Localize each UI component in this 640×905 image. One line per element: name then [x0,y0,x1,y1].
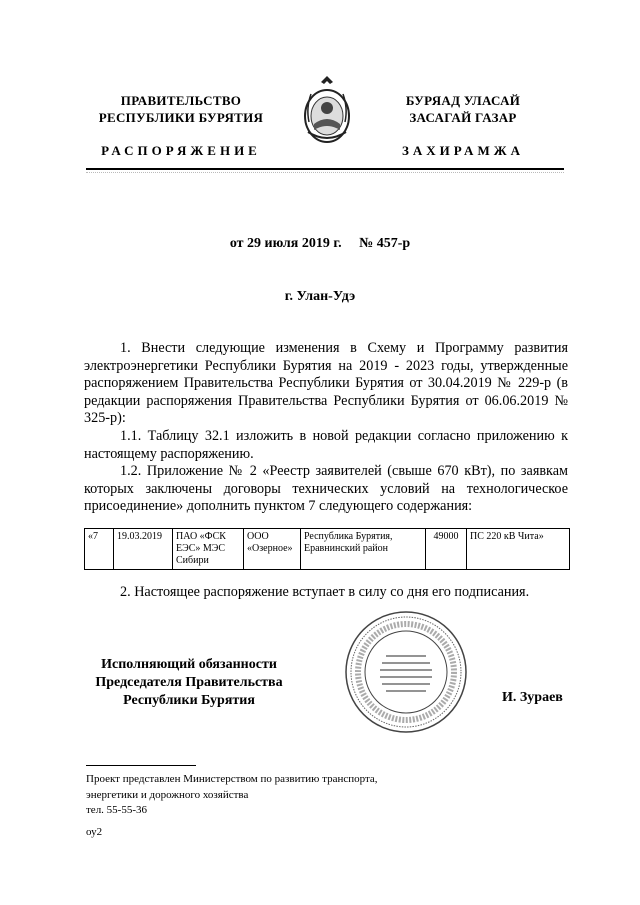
signatory-title-line-2: Председателя Правительства [95,675,283,690]
signatory-title [84,656,294,710]
table-cell-location: Республика Бурятия, Еравнинский район [301,529,426,570]
signatory-name: И. Зураев [502,690,563,705]
table-cell-applicant: ООО «Озерное» [244,529,301,570]
order-body [84,340,568,516]
government-name-line-2: РЕСПУБЛИКИ БУРЯТИЯ [98,110,264,125]
table-cell-grid-company: ПАО «ФСК ЕЭС» МЭС Сибири [173,529,244,570]
table-cell-number: «7 [85,529,114,570]
signatory-title-line-1: Исполняющий обязанности [101,657,277,672]
government-name-line-1: ПРАВИТЕЛЬСТВО [120,93,242,108]
header-divider [86,168,564,170]
coat-of-arms-icon [300,74,354,146]
footer-line-1: Проект представлен Министерством по развитию транспорта, [86,773,378,785]
paragraph-1: 1. Внести следующие изменения в Схему и Программу развития электроэнергетики Республики Бурятия на 2019 - 2023 годы, утвержденные распоряжением Правительства Республики Бурятия от 30.04.2019 № 229-р (в редакции распоряжения Правительства Республики Бурятия от 06.06.2019 № 325-р): [84,340,568,427]
table-cell-substation: ПС 220 кВ Чита» [467,529,570,570]
paragraph-1-2: 1.2. Приложение № 2 «Реестр заявителей (свыше 670 кВт), по заявкам которых заключены договоры технических условий на технологическое присоединение» дополнить пунктом 7 следующего содержания: [84,463,568,515]
paragraph-2: 2. Настоящее распоряжение вступает в силу со дня его подписания. [120,584,530,600]
signatory-title-line-3: Республики Бурятия [123,693,255,708]
paragraph-1-1: 1.1. Таблицу 32.1 изложить в новой редакции согласно приложению к настоящему распоряжению. [84,427,568,462]
government-name-ru [86,92,276,126]
order-number: № 457-р [359,236,411,251]
order-date: от 29 июля 2019 г. [229,236,342,251]
table-cell-power: 49000 [426,529,467,570]
document-type-ru: РАСПОРЯЖЕНИЕ [101,143,261,158]
round-seal-icon [342,608,470,736]
footer-code: оу2 [86,825,103,838]
government-name-bua [378,92,548,126]
table-row [85,529,570,570]
registry-table [84,528,570,570]
footer-phone: тел. 55-55-36 [86,804,148,816]
government-name-bua-line-1: БУРЯАД УЛАСАЙ [405,93,521,108]
footer-line-2: энергетики и дорожного хозяйства [86,788,249,801]
footer-divider [86,765,196,766]
header-dotted-line [86,172,564,179]
footer-note [86,772,486,840]
government-name-bua-line-2: ЗАСАГАЙ ГАЗАР [409,110,517,125]
document-type-bua: ЗАХИРАМЖА [402,143,524,158]
table-cell-date: 19.03.2019 [114,529,173,570]
order-date-number [0,236,640,252]
order-city: г. Улан-Удэ [284,289,356,304]
